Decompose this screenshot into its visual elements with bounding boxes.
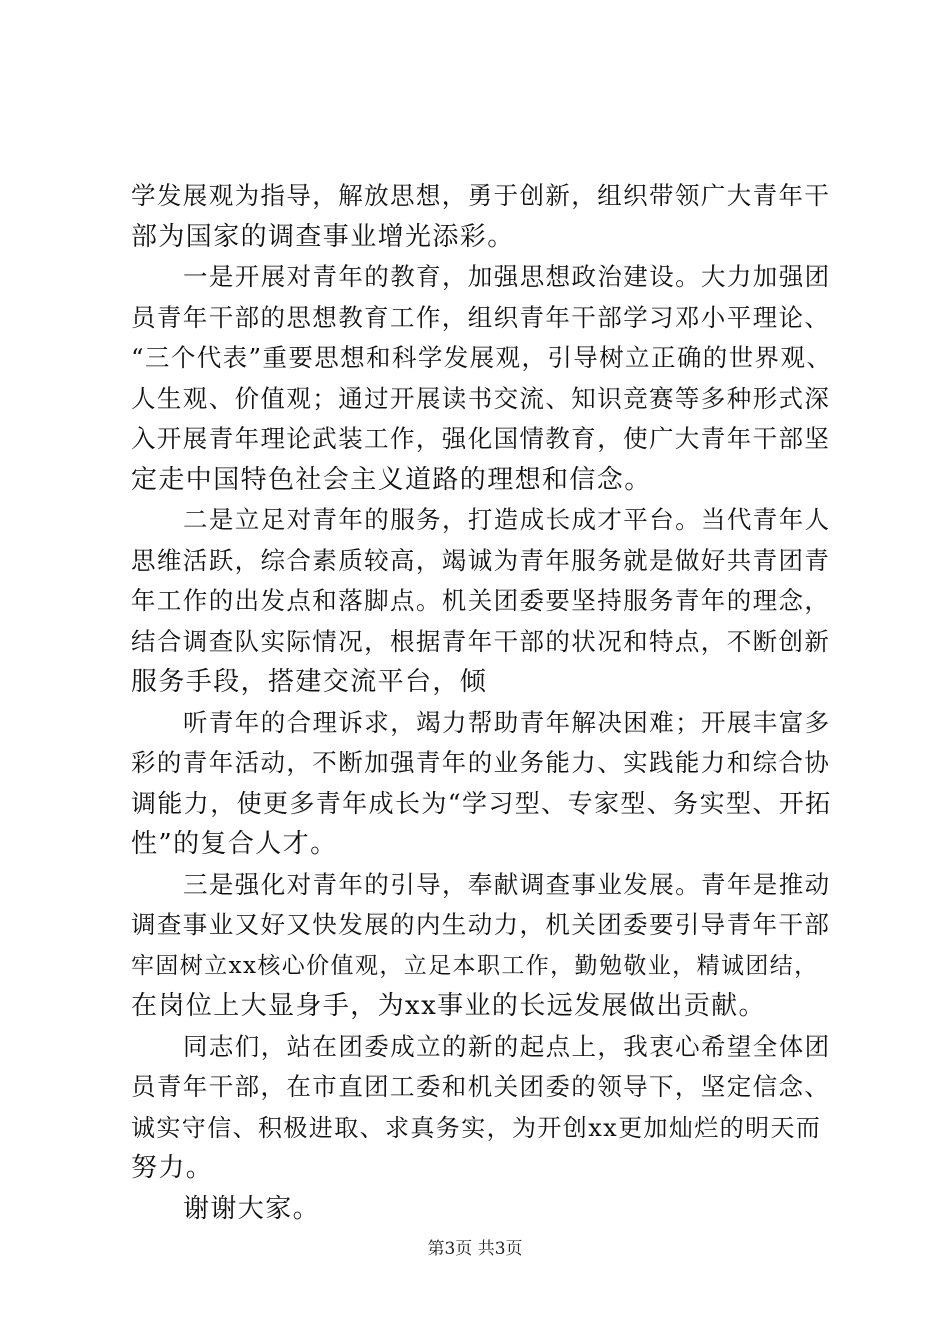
text-line: 三是强化对青年的引导，奉献调查事业发展。青年是推动 xyxy=(183,869,831,899)
text-line: 听青年的合理诉求，竭力帮助青年解决困难；开展丰富多 xyxy=(183,707,831,737)
text-line: 牢固树立xx核心价值观，立足本职工作，勤勉敬业，精诚团结， xyxy=(131,952,819,979)
text-line: 调能力，使更多青年成长为“学习型、专家型、务实型、开拓 xyxy=(131,788,832,818)
text-line: 彩的青年活动，不断加强青年的业务能力、实践能力和综合协 xyxy=(131,748,831,777)
text-line: 思维活跃，综合素质较高，竭诚为青年服务就是做好共青团青 xyxy=(131,545,831,575)
text-line: 结合调查队实际情况，根据青年干部的状况和特点，不断创新 xyxy=(131,626,831,656)
text-line: 入开展青年理论武装工作，强化国情教育，使广大青年干部坚 xyxy=(131,424,831,453)
text-line: 员青年干部的思想教育工作，组织青年干部学习邓小平理论、 xyxy=(131,302,831,332)
text-line: 部为国家的调查事业增光添彩。 xyxy=(131,221,515,252)
text-line: 努力。 xyxy=(131,1153,214,1183)
text-line: 年工作的出发点和落脚点。机关团委要坚持服务青年的理念， xyxy=(131,586,831,615)
page-footer xyxy=(0,1238,950,1260)
text-line: 诚实守信、积极进取、求真务实，为开创xx更加灿烂的明天而 xyxy=(131,1113,822,1142)
text-line: 一是开展对青年的教育，加强思想政治建设。大力加强团 xyxy=(183,262,831,291)
text-line: 服务手段，搭建交流平台，倾 xyxy=(131,667,488,697)
text-line: 谢谢大家。 xyxy=(183,1193,321,1224)
text-line: 员青年干部，在市直团工委和机关团委的领导下，坚定信念、 xyxy=(131,1072,831,1101)
page-number-label: 第3页 共3页 xyxy=(427,1239,523,1259)
text-line: “三个代表”重要思想和科学发展观，引导树立正确的世界观、 xyxy=(131,343,833,372)
text-line: 调查事业又好又快发展的内生动力，机关团委要引导青年干部 xyxy=(131,910,831,939)
text-line: 学发展观为指导，解放思想，勇于创新，组织带领广大青年干 xyxy=(131,181,831,210)
text-line: 定走中国特色社会主义道路的理想和信念。 xyxy=(131,464,652,495)
text-line: 性”的复合人才。 xyxy=(131,829,338,859)
document-body xyxy=(131,176,831,1229)
text-line: 在岗位上大显身手，为xx事业的长远发展做出贡献。 xyxy=(131,991,766,1021)
text-line: 二是立足对青年的服务，打造成长成才平台。当代青年人 xyxy=(183,505,831,534)
text-line: 同志们，站在团委成立的新的起点上，我衷心希望全体团 xyxy=(183,1031,831,1061)
text-line: 人生观、价值观；通过开展读书交流、知识竞赛等多种形式深 xyxy=(131,383,831,413)
